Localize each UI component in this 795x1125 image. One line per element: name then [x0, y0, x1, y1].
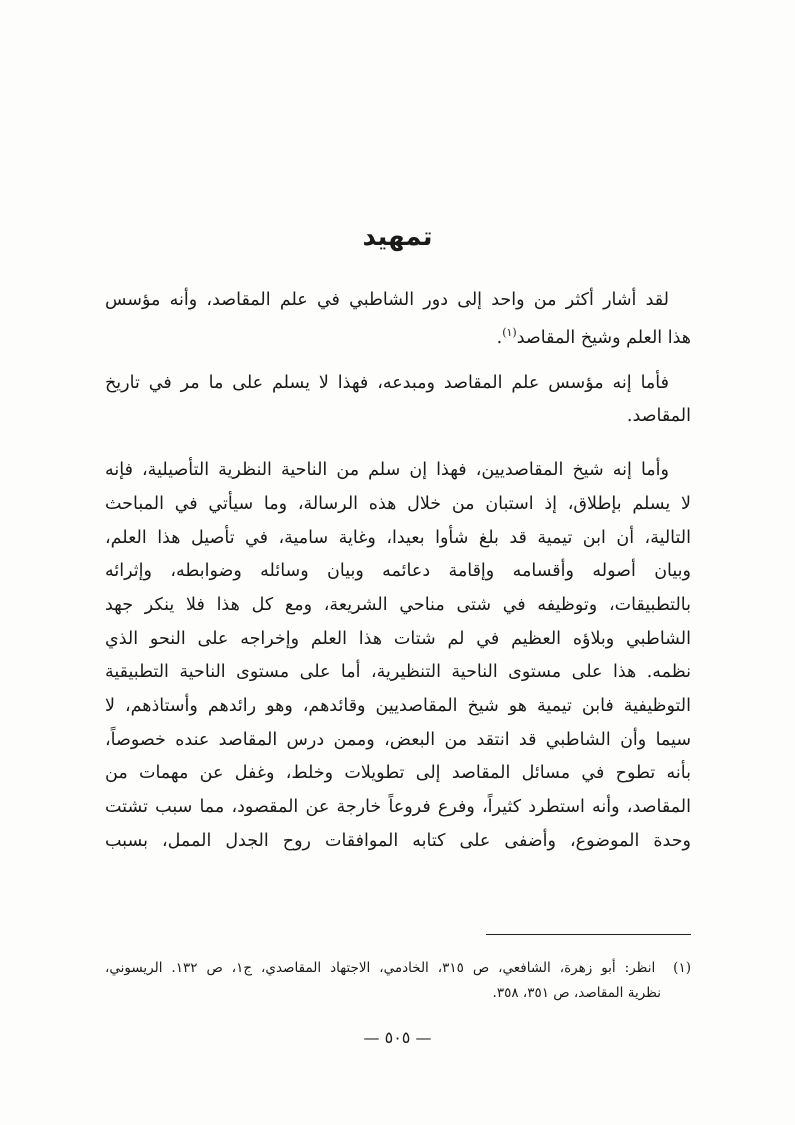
paragraph-line: الشاطبي وبلاؤه العظيم في لم شتات هذا العلم وإخراجه على النحو الذي	[105, 629, 691, 649]
paragraph-line: نظمه. هذا على مستوى الناحية التنظيرية، أما على مستوى الناحية التطبيقية	[105, 662, 691, 682]
footnote-ref[interactable]: (١)	[502, 326, 517, 339]
paragraph-line: وبيان أصوله وأقسامه وإقامة دعائمه وبيان وسائله وضوابطه، وإثرائه	[105, 561, 691, 581]
paragraph-line: التوظيفية فابن تيمية هو شيخ المقاصديين وقائدهم، وهو رائدهم وأستاذهم، لا	[105, 696, 691, 716]
paragraph-line: بالتطبيقات، وتوظيفه في شتى مناحي الشريعة، ومع كل هذا فلا ينكر جهد	[105, 595, 691, 615]
page-number: — ٥٠٥ —	[363, 1028, 432, 1047]
paragraph-line: وحدة الموضوع، وأضفى على كتابه الموافقات روح الجدل الممل، بسبب	[105, 831, 691, 851]
footnote-separator	[486, 934, 691, 935]
paragraph-line: المقاصد، وأنه استطرد كثيراً، وفرع فروعاً خارجة عن المقصود، مما سبب تشتت	[105, 797, 691, 817]
line-end: .	[496, 327, 503, 348]
footnote-line: نظرية المقاصد، ص ٣٥١، ٣٥٨.	[492, 985, 661, 1001]
footnote-line	[105, 958, 691, 978]
paragraph-line	[105, 320, 691, 351]
paragraph-line: لا يسلم بإطلاق، إذ استبان من خلال هذه الرسالة، وما سيأتي في المباحث	[105, 494, 691, 514]
paragraph-line: المقاصد.	[626, 406, 691, 426]
section-title: تمهيد	[362, 222, 433, 252]
paragraph-line: التالية، أن ابن تيمية قد بلغ شأوا بعيدا، وغاية سامية، في تأصيل هذا العلم،	[105, 528, 691, 548]
paragraph-line: بأنه تطوح في مسائل المقاصد إلى تطويلات وخلط، وغفل عن مهمات من	[105, 763, 691, 783]
paragraph-line: فأما إنه مؤسس علم المقاصد ومبدعه، فهذا لا يسلم على ما مر في تاريخ	[105, 373, 669, 393]
line-text: هذا العلم وشيخ المقاصد	[516, 327, 691, 348]
paragraph-line: وأما إنه شيخ المقاصديين، فهذا إن سلم من الناحية النظرية التأصيلية، فإنه	[105, 460, 669, 480]
footnote-marker: (١)	[673, 960, 691, 976]
paragraph-line: سيما وأن الشاطبي قد انتقد من البعض، وممن درس المقاصد عنده خصوصاً،	[105, 730, 691, 750]
paragraph-line: لقد أشار أكثر من واحد إلى دور الشاطبي في علم المقاصد، وأنه مؤسس	[105, 290, 669, 310]
footnote-text: انظر: أبو زهرة، الشافعي، ص ٣١٥، الخادمي، الاجتهاد المقاصدي، ج١، ص ١٣٢. الريسوني،	[105, 960, 656, 976]
